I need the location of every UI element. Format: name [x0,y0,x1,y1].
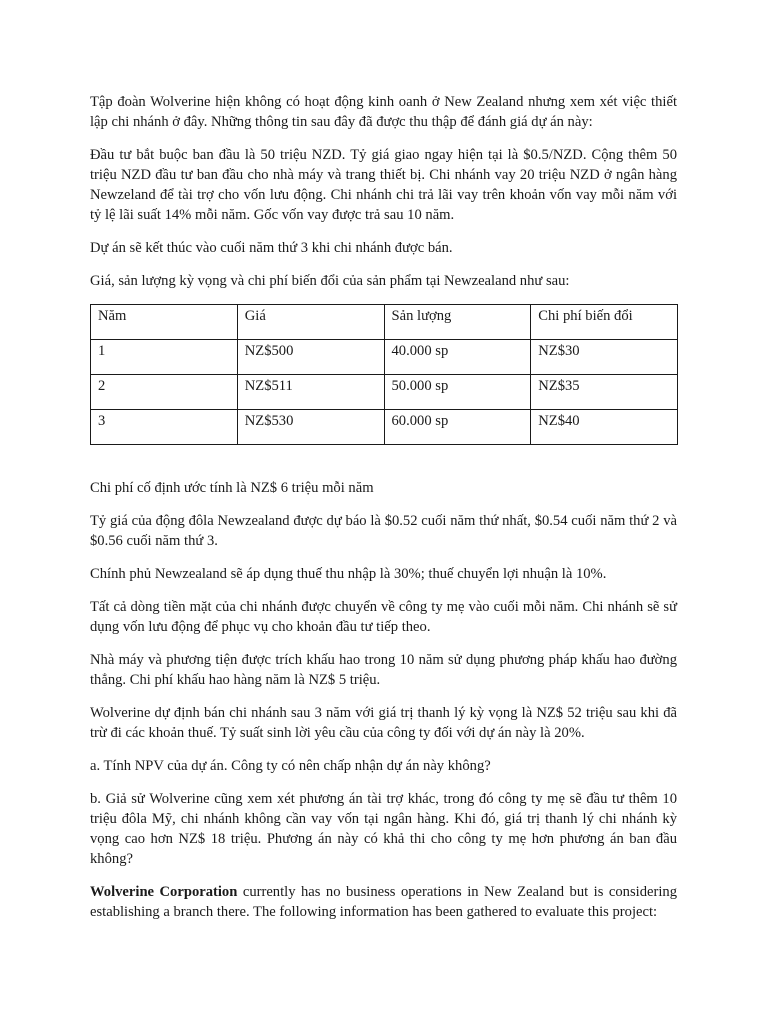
table-cell: NZ$530 [237,410,384,445]
project-end-paragraph: Dự án sẽ kết thúc vào cuối năm thứ 3 khi chi nhánh được bán. [90,240,453,256]
table-cell: NZ$30 [531,340,678,375]
table-cell: 2 [91,375,238,410]
table-cell: 1 [91,340,238,375]
english-intro-text: currently has no business operations in New Zealand but is considering establishing a branch there. The following information has been gathered to evaluate this project: [90,884,677,920]
header-cell-price: Giá [237,305,384,340]
tax-paragraph: Chính phủ Newzealand sẽ áp dụng thuế thu nhập là 30%; thuế chuyển lợi nhuận là 10%. [90,566,607,582]
table-intro-paragraph: Giá, sản lượng kỳ vọng và chi phí biến đổi của sản phẩm tại Newzealand như sau: [90,273,570,289]
intro-paragraph: Tập đoàn Wolverine hiện không có hoạt động kinh oanh ở New Zealand nhưng xem xét việc thiết lập chi nhánh ở đây. Những thông tin sau đây đã được thu thập để đánh giá dự án này: [90,94,677,130]
table-cell: NZ$35 [531,375,678,410]
table-cell: NZ$511 [237,375,384,410]
table-header-row [91,305,678,340]
salvage-paragraph: Wolverine dự định bán chi nhánh sau 3 năm với giá trị thanh lý kỳ vọng là NZ$ 52 triệu sau khi đã trừ đi các khoản thuế. Tỷ suất sinh lời yêu cầu của công ty đối với dự án này là 20%. [90,705,677,741]
table-cell: 3 [91,410,238,445]
investment-paragraph: Đầu tư bắt buộc ban đầu là 50 triệu NZD. Tỷ giá giao ngay hiện tại là $0.5/NZD. Cộng thêm 50 triệu NZD đầu tư ban đầu cho nhà máy và trang thiết bị. Chi nhánh vay 20 triệu NZD ở ngân hàng Newzeland để tài trợ cho vốn lưu động. Chi nhánh chi trả lãi vay trên khoản vốn vay mỗi năm với tỷ lệ lãi suất 14% mỗi năm. Gốc vốn vay được trả sau 10 năm. [90,147,677,223]
table-cell: NZ$500 [237,340,384,375]
table-cell: 40.000 sp [384,340,531,375]
header-cell-volume: Sản lượng [384,305,531,340]
header-cell-variable-cost: Chi phí biến đổi [531,305,678,340]
cash-flow-paragraph: Tất cả dòng tiền mặt của chi nhánh được chuyển về công ty mẹ vào cuối mỗi năm. Chi nhánh sẽ sử dụng vốn lưu động để phục vụ cho khoản đầu tư tiếp theo. [90,599,677,635]
english-intro-paragraph [90,882,677,922]
company-name: Wolverine Corporation [90,884,238,900]
price-volume-cost-table [90,304,678,445]
english-section [90,882,677,922]
table-cell: 50.000 sp [384,375,531,410]
table-row [91,340,678,375]
depreciation-paragraph: Nhà máy và phương tiện được trích khấu hao trong 10 năm sử dụng phương pháp khấu hao đường thẳng. Chi phí khấu hao hàng năm là NZ$ 5 triệu. [90,652,677,688]
question-a: a. Tính NPV của dự án. Công ty có nên chấp nhận dự án này không? [90,758,491,774]
table-cell: 60.000 sp [384,410,531,445]
fixed-cost-paragraph: Chi phí cố định ước tính là NZ$ 6 triệu mỗi năm [90,480,374,496]
table-row [91,410,678,445]
header-cell-year: Năm [91,305,238,340]
exchange-rate-paragraph: Tỷ giá của động đôla Newzealand được dự báo là $0.52 cuối năm thứ nhất, $0.54 cuối năm thứ 2 và $0.56 cuối năm thứ 3. [90,513,677,549]
document-page [90,92,677,935]
table-row [91,375,678,410]
question-b: b. Giả sử Wolverine cũng xem xét phương án tài trợ khác, trong đó công ty mẹ sẽ đầu tư thêm 10 triệu đôla Mỹ, chi nhánh không cần vay vốn tại ngân hàng. Khi đó, giá trị thanh lý chi nhánh kỳ vọng cao hơn NZ$ 18 triệu. Phương án này có khả thi cho công ty mẹ hơn phương án ban đầu không? [90,791,677,867]
table-cell: NZ$40 [531,410,678,445]
